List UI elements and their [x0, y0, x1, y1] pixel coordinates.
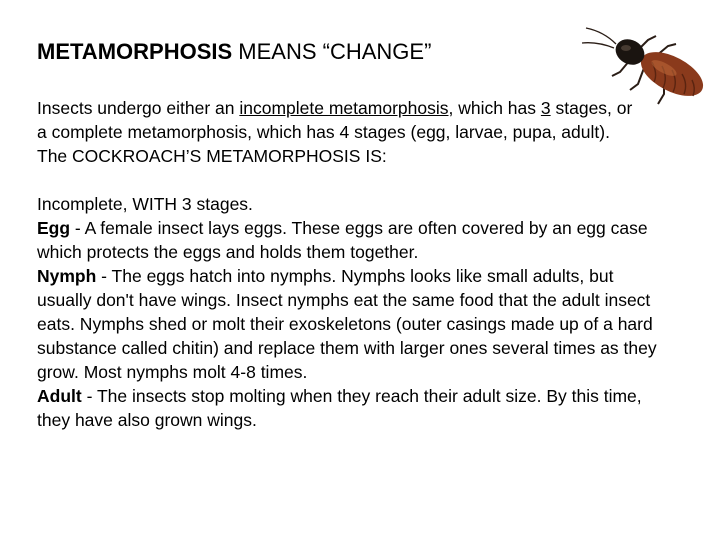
nymph-term: Nymph: [37, 266, 97, 286]
three-stages-link[interactable]: 3: [540, 98, 551, 118]
intro-text-2: , which has: [448, 98, 541, 118]
egg-term: Egg: [37, 218, 71, 238]
adult-term: Adult: [37, 386, 82, 406]
egg-description: - A female insect lays eggs. These eggs are often covered by an egg case which protects the eggs and holds them together.: [37, 218, 648, 262]
stages-section: [37, 192, 657, 432]
intro-text-3: stages, or a complete metamorphosis, which has 4 stages (egg, larvae, pupa, adult). The COCKROACH’S METAMORPHOSIS IS:: [37, 98, 633, 166]
page-title: [37, 38, 431, 66]
title-bold: METAMORPHOSIS: [37, 39, 233, 64]
egg-paragraph: [37, 216, 657, 264]
adult-description: - The insects stop molting when they reach their adult size. By this time, they have also grown wings.: [37, 386, 642, 430]
incomplete-metamorphosis-link[interactable]: incomplete metamorphosis: [239, 98, 449, 118]
intro-text-1: Insects undergo either an: [37, 98, 240, 118]
title-rest: MEANS “CHANGE”: [232, 39, 432, 64]
nymph-paragraph: [37, 264, 657, 384]
stages-summary: Incomplete, WITH 3 stages.: [37, 194, 253, 214]
adult-paragraph: [37, 384, 657, 432]
intro-paragraph: [37, 96, 637, 168]
nymph-description: - The eggs hatch into nymphs. Nymphs looks like small adults, but usually don't have wings. Insect nymphs eat the same food that the adult insect eats. Nymphs shed or molt their exoskeletons (outer casings made up of a hard substance called chitin) and replace them with larger ones several times as they grow. Most nymphs molt 4-8 times.: [37, 266, 657, 382]
